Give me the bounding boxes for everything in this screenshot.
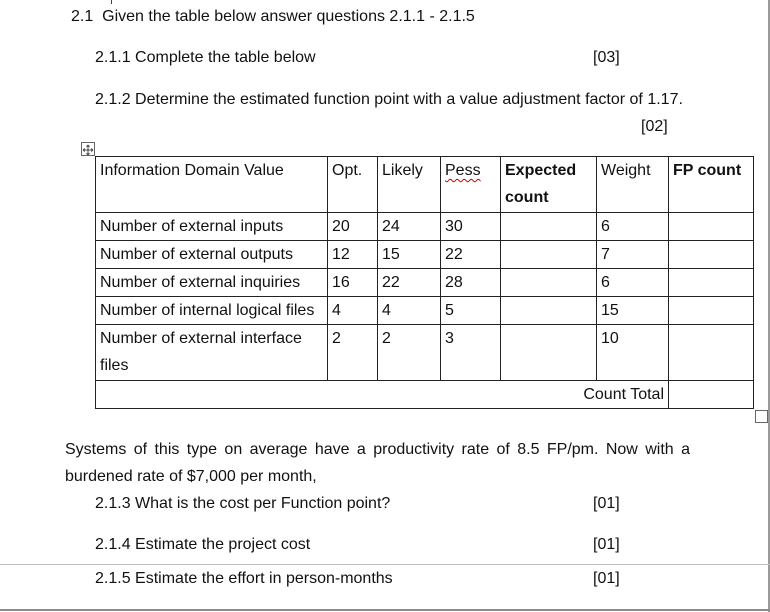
row-expected[interactable] <box>501 325 597 381</box>
question-2-1-2-marks: [02] <box>641 118 668 135</box>
table-row <box>96 213 754 241</box>
row-fp[interactable] <box>669 297 754 325</box>
header-weight: Weight <box>597 157 669 213</box>
row-expected[interactable] <box>501 297 597 325</box>
page-top-marker <box>111 0 112 4</box>
question-2-1-3-text: What is the cost per Function point? <box>135 495 391 512</box>
productivity-paragraph: Systems of this type on average have a productivity rate of 8.5 FP/pm. Now with a burdened rate of $7,000 per month, <box>65 441 690 485</box>
row-opt: 20 <box>328 213 378 241</box>
table-row <box>96 325 754 381</box>
row-weight: 10 <box>597 325 669 381</box>
header-domain: Information Domain Value <box>96 157 328 213</box>
question-2-1-4-marks: [01] <box>593 536 620 553</box>
row-fp[interactable] <box>669 269 754 297</box>
question-2-1-1-number: 2.1.1 <box>95 49 131 66</box>
header-fp-count: FP count <box>669 157 754 213</box>
table-header-row <box>96 157 754 213</box>
table-row <box>96 269 754 297</box>
row-fp[interactable] <box>669 325 754 381</box>
row-likely: 24 <box>378 213 441 241</box>
row-expected[interactable] <box>501 241 597 269</box>
table-row <box>96 241 754 269</box>
question-2-1-3-number: 2.1.3 <box>95 495 131 512</box>
header-pess-text: Pess <box>445 162 481 179</box>
header-expected-count <box>501 157 597 213</box>
question-2-1 <box>71 8 475 26</box>
question-2-1-4-text: Estimate the project cost <box>135 536 311 553</box>
question-2-1-2-number: 2.1.2 <box>95 91 131 108</box>
header-likely: Likely <box>378 157 441 213</box>
row-weight: 6 <box>597 269 669 297</box>
header-pess <box>441 157 501 213</box>
row-pess: 5 <box>441 297 501 325</box>
row-fp[interactable] <box>669 241 754 269</box>
row-label: Number of external inquiries <box>96 269 328 297</box>
row-opt: 4 <box>328 297 378 325</box>
question-2-1-5 <box>95 570 393 588</box>
question-2-1-5-number: 2.1.5 <box>95 570 131 587</box>
page-break-line <box>0 564 770 565</box>
question-2-1-text: Given the table below answer questions 2.1.1 - 2.1.5 <box>102 8 475 25</box>
header-opt: Opt. <box>328 157 378 213</box>
count-total-value[interactable] <box>669 381 754 409</box>
row-weight: 7 <box>597 241 669 269</box>
row-weight: 15 <box>597 297 669 325</box>
count-total-row <box>96 381 754 409</box>
row-label: Number of external inputs <box>96 213 328 241</box>
row-likely: 4 <box>378 297 441 325</box>
header-expected-line1: Expected <box>505 162 577 179</box>
table-resize-handle[interactable] <box>755 410 768 423</box>
row-pess: 30 <box>441 213 501 241</box>
question-2-1-3-marks: [01] <box>593 495 620 512</box>
question-2-1-4 <box>95 536 310 554</box>
table-row <box>96 297 754 325</box>
question-2-1-2 <box>95 91 683 109</box>
question-2-1-5-text: Estimate the effort in person-months <box>135 570 393 587</box>
row-label: Number of external outputs <box>96 241 328 269</box>
row-pess: 22 <box>441 241 501 269</box>
row-label: Number of external interface files <box>96 325 328 381</box>
question-2-1-1-marks: [03] <box>593 49 620 66</box>
question-2-1-1-text: Complete the table below <box>135 49 316 66</box>
function-point-table <box>95 156 754 409</box>
question-2-1-4-number: 2.1.4 <box>95 536 131 553</box>
page-bottom-border <box>0 609 770 611</box>
row-opt: 12 <box>328 241 378 269</box>
row-fp[interactable] <box>669 213 754 241</box>
table-move-handle-icon[interactable] <box>81 142 95 156</box>
question-2-1-1 <box>95 49 316 67</box>
row-label: Number of internal logical files <box>96 297 328 325</box>
row-expected[interactable] <box>501 213 597 241</box>
row-expected[interactable] <box>501 269 597 297</box>
row-likely: 15 <box>378 241 441 269</box>
row-pess: 3 <box>441 325 501 381</box>
question-2-1-5-marks: [01] <box>593 570 620 587</box>
question-2-1-3 <box>95 495 390 513</box>
row-weight: 6 <box>597 213 669 241</box>
question-2-1-2-text: Determine the estimated function point with a value adjustment factor of 1.17. <box>135 91 683 108</box>
row-pess: 28 <box>441 269 501 297</box>
header-expected-line2: count <box>505 189 549 206</box>
count-total-label: Count Total <box>96 381 669 409</box>
row-opt: 2 <box>328 325 378 381</box>
row-likely: 2 <box>378 325 441 381</box>
row-opt: 16 <box>328 269 378 297</box>
row-likely: 22 <box>378 269 441 297</box>
question-2-1-number: 2.1 <box>71 8 94 25</box>
